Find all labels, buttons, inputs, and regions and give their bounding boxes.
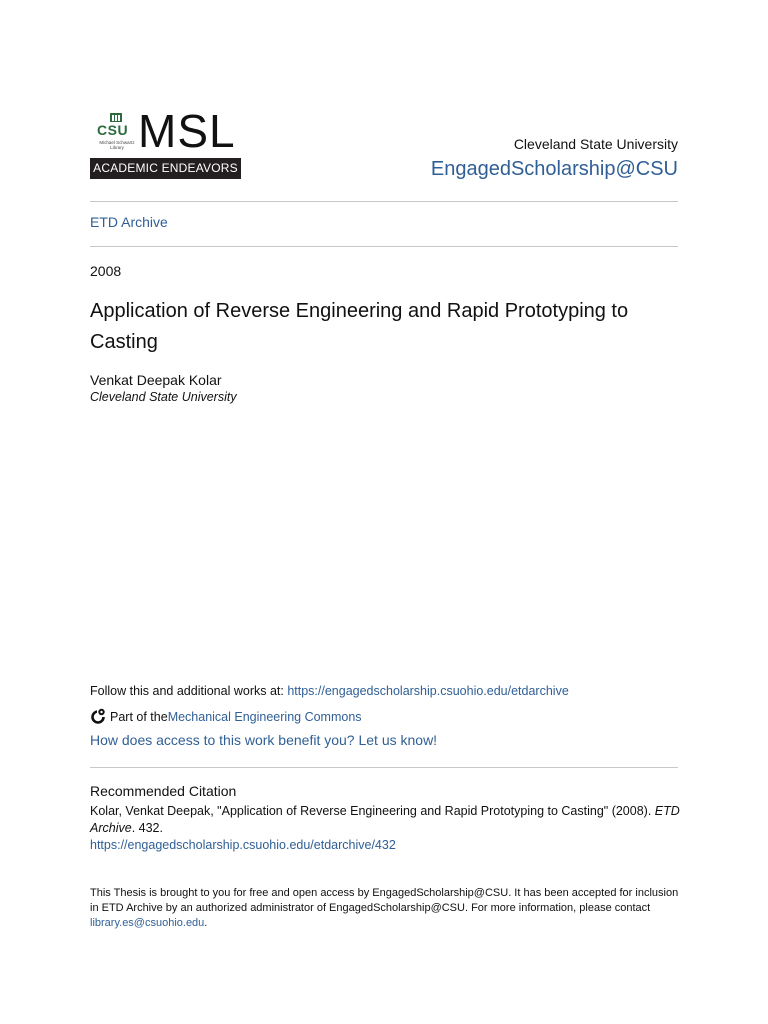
follow-line — [90, 684, 569, 698]
citation-journal: ETD Archive — [90, 804, 680, 835]
access-statement-end: . — [204, 917, 208, 929]
author-affiliation: Cleveland State University — [90, 390, 237, 404]
publication-year: 2008 — [90, 263, 122, 279]
access-feedback-link[interactable]: How does access to this work benefit you? Let us know! — [90, 732, 438, 748]
library-name: Michael Schwartz Library — [99, 140, 135, 150]
citation-url-link[interactable]: https://engagedscholarship.csuohio.edu/etdarchive/432 — [90, 838, 396, 852]
citation-number: . 432. — [131, 821, 163, 835]
collection-link[interactable]: ETD Archive — [90, 214, 168, 230]
repository-link[interactable]: EngagedScholarship@CSU — [430, 158, 678, 180]
academic-endeavors-band: ACADEMIC ENDEAVORS — [90, 158, 241, 179]
msl-wordmark: MSL — [138, 105, 236, 157]
msl-logo — [90, 105, 242, 182]
commons-network-icon — [90, 708, 107, 725]
document-title: Application of Reverse Engineering and Rapid Prototyping to Casting — [90, 300, 629, 353]
csu-logo-mark — [94, 112, 134, 152]
author-name: Venkat Deepak Kolar — [90, 372, 222, 388]
divider-collection — [90, 246, 678, 247]
csu-wordmark: CSU — [97, 122, 129, 138]
etd-archive-url-link[interactable]: https://engagedscholarship.csuohio.edu/etdarchive — [287, 684, 569, 698]
access-statement-text: This Thesis is brought to you for free and open access by EngagedScholarship@CSU. It has been accepted for inclusion in ETD Archive by an authorized administrator of EngagedScholarship@CSU. For more information, please contact — [90, 887, 679, 914]
part-of-line — [90, 708, 362, 725]
divider-top — [90, 201, 678, 202]
follow-prefix: Follow this and additional works at: — [90, 684, 288, 698]
citation-body: Kolar, Venkat Deepak, "Application of Reverse Engineering and Rapid Prototyping to Casting" (2008). — [90, 804, 655, 818]
university-name: Cleveland State University — [513, 136, 678, 152]
mechanical-engineering-commons-link[interactable]: Mechanical Engineering Commons — [167, 709, 362, 724]
citation-text — [90, 803, 680, 837]
contact-email-link[interactable]: library.es@csuohio.edu — [90, 917, 205, 929]
recommended-citation-heading: Recommended Citation — [90, 783, 237, 799]
access-statement — [90, 886, 680, 931]
part-of-prefix: Part of the — [110, 709, 168, 724]
divider-citation — [90, 767, 678, 768]
